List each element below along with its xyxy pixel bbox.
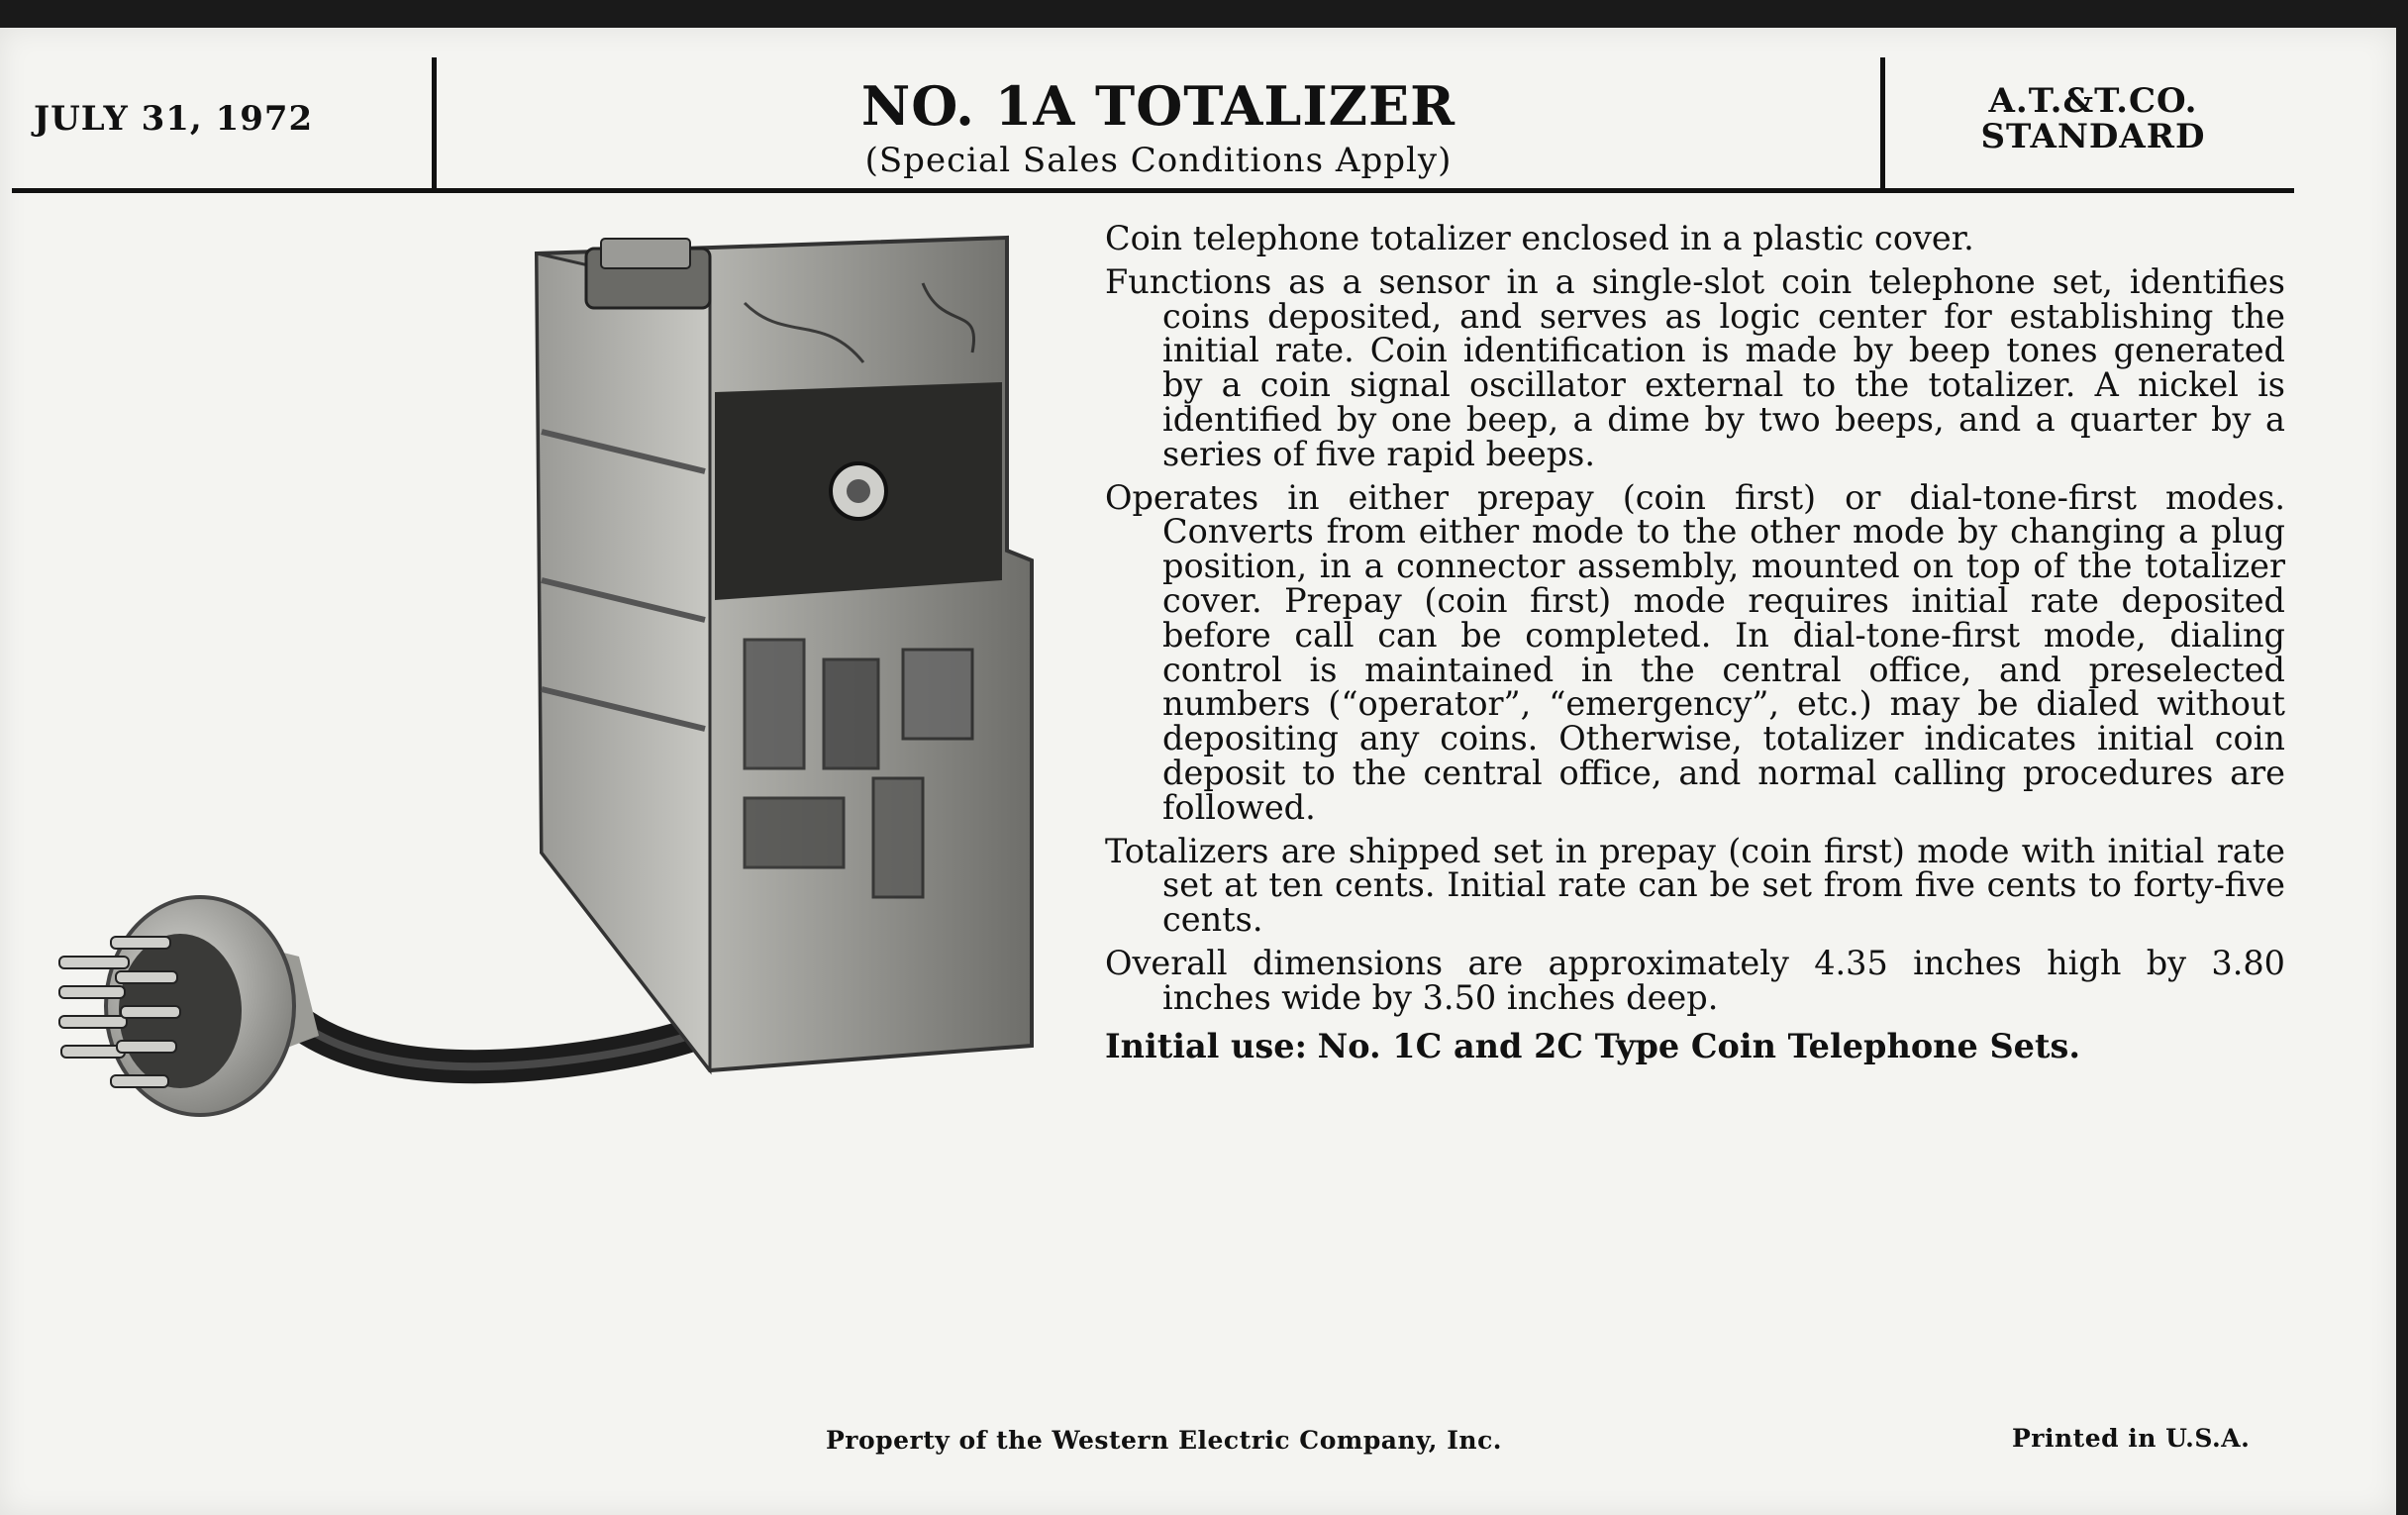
standard-block [1885, 83, 2301, 154]
page-title: NO. 1A TOTALIZER [860, 74, 1456, 138]
header-rule [12, 188, 2294, 193]
initial-use-text: No. 1C and 2C Type Coin Telephone Sets. [1317, 1026, 2080, 1065]
description [1105, 219, 2285, 1072]
description-paragraph-1: Coin telephone totalizer enclosed in a plastic cover. [1105, 219, 1974, 257]
title-block [437, 75, 1880, 182]
connector-plug [59, 897, 319, 1115]
footer-property: Property of the Western Electric Company, Inc. [826, 1426, 1503, 1455]
description-paragraph-4: Totalizers are shipped set in prepay (coin first) mode with initial rate set at ten cents. Initial rate can be set from five cents to forty-five cents. [1105, 831, 2285, 940]
standard-line-1: A.T.&T.CO. [1988, 81, 2198, 121]
standard-line-2: STANDARD [1980, 117, 2206, 156]
page-subtitle: (Special Sales Conditions Apply) [864, 141, 1453, 180]
description-paragraph-3: Operates in either prepay (coin first) or dial-tone-first modes. Converts from either mode to the other mode by changing a plug position, in a connector assembly, mounted on top of the totalizer cover. Prepay (coin first) mode requires initial rate deposited before call can be completed. In dial-tone-first mode, dialing control is maintained in the central office, and preselected numbers (“operator”, “emergency”, etc.) may be dialed without depositing any coins. Otherwise, totalizer indicates initial coin deposit to the central office, and normal calling procedures are followed. [1105, 477, 2285, 827]
initial-use-label: Initial use: [1105, 1026, 1307, 1065]
totalizer-housing [537, 238, 1032, 1070]
footer-printed: Printed in U.S.A. [2012, 1424, 2251, 1453]
dimensions-paragraph: Overall dimensions are approximately 4.35 inches high by 3.80 inches wide by 3.50 inches deep. [1105, 943, 2285, 1017]
totalizer-photo [51, 224, 1071, 1135]
issue-date: JULY 31, 1972 [34, 99, 314, 139]
initial-use-paragraph [1105, 1026, 2285, 1065]
description-paragraph-2: Functions as a sensor in a single-slot coin telephone set, identifies coins deposited, and serves as logic center for establishing the initial rate. Coin identification is made by beep tones generated by a coin signal oscillator external to the totalizer. A nickel is identified by one beep, a dime by two beeps, and a quarter by a series of five rapid beeps. [1105, 261, 2285, 473]
